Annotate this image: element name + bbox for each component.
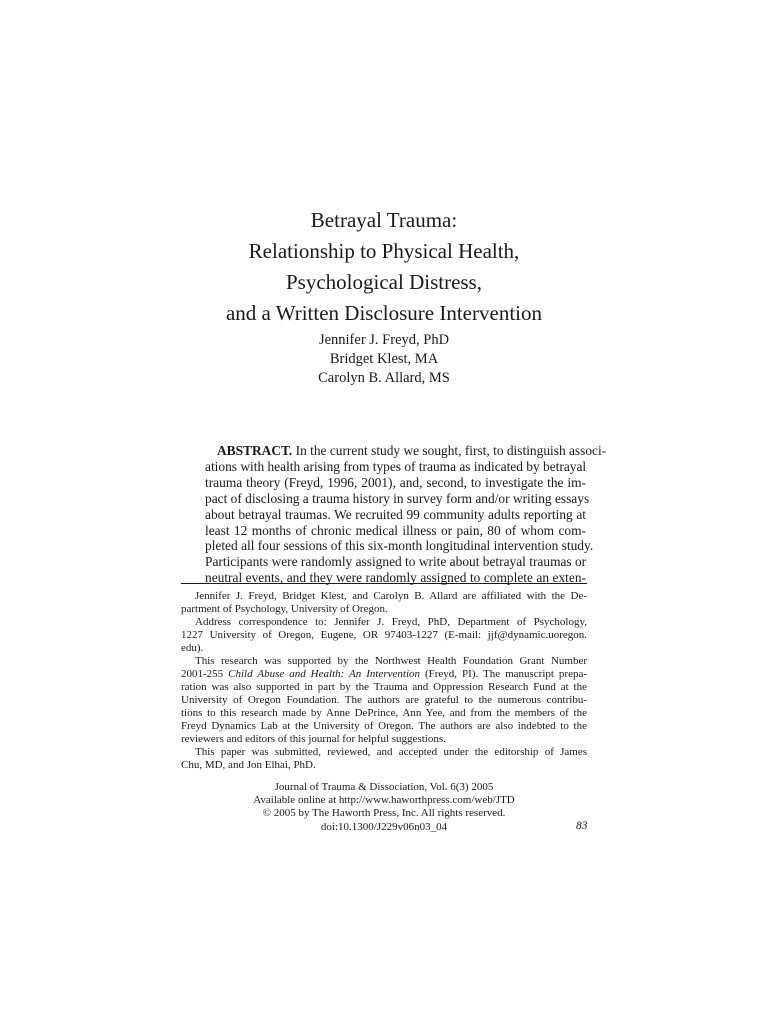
abstract-line: Participants were randomly assigned to write about betrayal traumas or: [205, 554, 587, 570]
title-line: and a Written Disclosure Intervention: [225, 301, 542, 325]
abstract-line: ations with health arising from types of trauma as indicated by betrayal: [205, 458, 587, 474]
footnote-support-line: University of Oregon Foundation. The authors are grateful to the numerous contribu-: [181, 694, 587, 706]
journal-info-line: Available online at http://www.haworthpress.com/web/JTD: [253, 794, 515, 807]
abstract-line: about betrayal traumas. We recruited 99 community adults reporting at: [205, 506, 586, 522]
footnote-address-line: edu).: [181, 642, 204, 654]
footnote-support-line: This research was supported by the Northwest Health Foundation Grant Number: [195, 655, 587, 667]
journal-info-line: © 2005 by The Haworth Press, Inc. All rights reserved.: [262, 807, 506, 820]
footnote-divider: [181, 583, 587, 584]
footnote-affiliation-line: Jennifer J. Freyd, Bridget Klest, and Carolyn B. Allard are affiliated with the De-: [195, 590, 587, 602]
title-line: Relationship to Physical Health,: [248, 239, 520, 263]
footnote-support-line: ration was also supported in part by the Trauma and Oppression Research Fund at the: [181, 681, 587, 693]
author-name: Carolyn B. Allard, MS: [318, 370, 450, 386]
title-line: Psychological Distress,: [286, 270, 482, 294]
footnote-address-line: Address correspondence to: Jennifer J. Freyd, PhD, Department of Psychology,: [195, 616, 587, 628]
author-name: Jennifer J. Freyd, PhD: [318, 332, 450, 348]
author-list: [0, 331, 768, 388]
abstract-line: pleted all four sessions of this six-month longitudinal intervention study.: [205, 538, 594, 554]
footnote-support-line: tions to this research made by Anne DePrince, Ann Yee, and from the members of the: [181, 707, 587, 719]
footnotes: [181, 590, 587, 772]
journal-info-line: Journal of Trauma & Dissociation, Vol. 6(3) 2005: [274, 781, 494, 793]
footnote-support-line: reviewers and editors of this journal for helpful suggestions.: [181, 733, 446, 745]
footnote-support-line: Freyd Dynamics Lab at the University of Oregon. The authors are also indebted to the: [181, 720, 587, 732]
journal-citation: [181, 781, 587, 834]
author-name: Bridget Klest, MA: [329, 351, 439, 367]
footnote-affiliation-line: partment of Psychology, University of Oregon.: [181, 603, 388, 615]
abstract-line: neutral events, and they were randomly assigned to complete an exten-: [205, 570, 586, 586]
abstract-heading: ABSTRACT.: [217, 443, 293, 458]
abstract-line: trauma theory (Freyd, 1996, 2001), and, second, to investigate the im-: [205, 474, 586, 490]
footnote-submission-line: Chu, MD, and Jon Elhai, PhD.: [181, 759, 316, 771]
footnote-address-line: 1227 University of Oregon, Eugene, OR 97403-1227 (E-mail: jjf@dynamic.uoregon.: [181, 629, 587, 641]
article-title: [0, 205, 768, 329]
journal-info-line: doi:10.1300/J229v06n03_04: [320, 820, 448, 833]
abstract-line: least 12 months of chronic medical illness or pain, 80 of whom com-: [205, 522, 586, 538]
abstract-line: pact of disclosing a trauma history in survey form and/or writing essays: [205, 490, 590, 506]
page-number: 83: [576, 820, 588, 832]
abstract-line: ABSTRACT. In the current study we sought, first, to distinguish associ-: [217, 443, 607, 458]
footnote-submission-line: This paper was submitted, reviewed, and accepted under the editorship of James: [195, 746, 587, 758]
abstract: [205, 443, 607, 586]
grant-title: Child Abuse and Health: An Intervention: [228, 668, 421, 680]
title-line: Betrayal Trauma:: [310, 208, 458, 232]
footnote-support-line: 2001-255 Child Abuse and Health: An Intervention (Freyd, PI). The manuscript prepa-: [181, 668, 588, 680]
